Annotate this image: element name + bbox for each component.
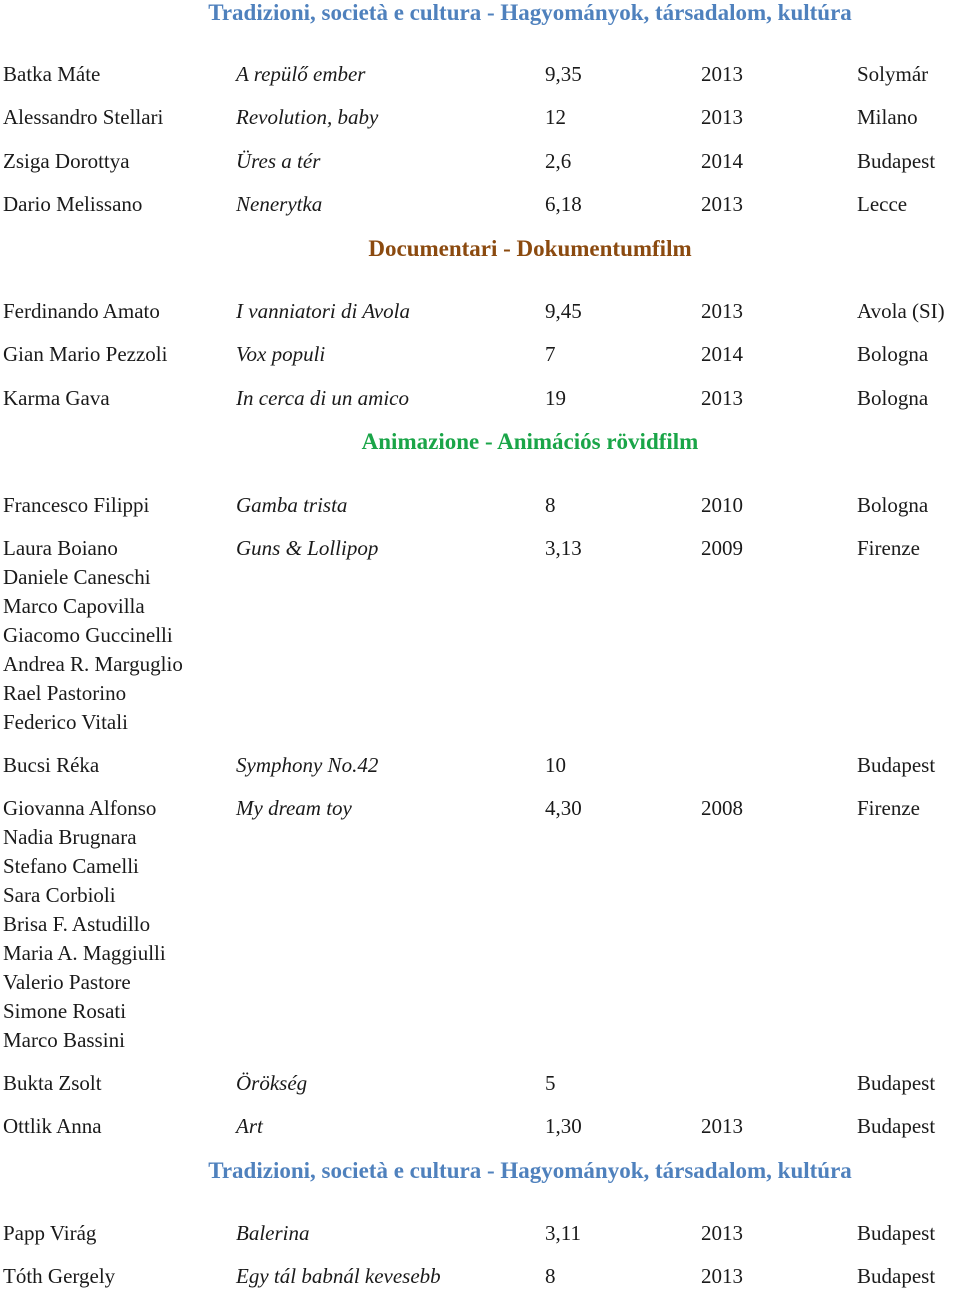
year: 2013 <box>701 299 743 323</box>
year: 2014 <box>701 342 743 366</box>
author-name: Tóth Gergely <box>3 1264 116 1288</box>
city: Budapest <box>857 1264 936 1288</box>
year: 2013 <box>701 105 743 129</box>
duration: 9,35 <box>545 62 582 86</box>
author-name: Simone Rosati <box>3 999 127 1023</box>
author-name: Nadia Brugnara <box>3 825 137 849</box>
duration: 8 <box>545 493 556 517</box>
film-title: Guns & Lollipop <box>236 536 379 560</box>
author-name: Zsiga Dorottya <box>3 149 130 173</box>
film-title: Nenerytka <box>236 192 323 216</box>
city: Avola (SI) <box>857 299 945 323</box>
section-heading: Animazione - Animációs rövidfilm <box>361 429 699 454</box>
duration: 3,13 <box>545 536 582 560</box>
table-row <box>0 297 960 327</box>
author-name: Alessandro Stellari <box>3 105 164 129</box>
author-name: Francesco Filippi <box>3 493 150 517</box>
film-title: Egy tál babnál kevesebb <box>236 1264 441 1288</box>
year: 2009 <box>701 536 743 560</box>
table-row <box>0 794 960 1056</box>
author-name: Giacomo Guccinelli <box>3 623 173 647</box>
author-name: Daniele Caneschi <box>3 565 151 589</box>
duration: 6,18 <box>545 192 582 216</box>
city: Bologna <box>857 342 929 366</box>
author-name: Bucsi Réka <box>3 753 100 777</box>
author-name: Andrea R. Marguglio <box>3 652 183 676</box>
year: 2013 <box>701 386 743 410</box>
city: Bologna <box>857 386 929 410</box>
author-name: Laura Boiano <box>3 536 118 560</box>
author-name: Gian Mario Pezzoli <box>3 342 168 366</box>
author-name: Rael Pastorino <box>3 681 127 705</box>
film-title: Gamba trista <box>236 493 348 517</box>
city: Firenze <box>857 796 920 820</box>
author-name: Dario Melissano <box>3 192 143 216</box>
duration: 19 <box>545 386 566 410</box>
table-row <box>0 1262 960 1292</box>
table-row <box>0 751 960 781</box>
city: Milano <box>857 105 918 129</box>
film-title: Symphony No.42 <box>236 753 379 777</box>
table-row <box>0 491 960 521</box>
table-row <box>0 384 960 414</box>
city: Budapest <box>857 149 936 173</box>
duration: 9,45 <box>545 299 582 323</box>
film-title: Vox populi <box>236 342 326 366</box>
duration: 10 <box>545 753 566 777</box>
table-row <box>0 147 960 177</box>
table-row <box>0 1112 960 1142</box>
table-row <box>0 190 960 220</box>
film-title: Örökség <box>236 1071 308 1095</box>
author-names <box>3 534 183 737</box>
author-name: Papp Virág <box>3 1221 97 1245</box>
author-name: Brisa F. Astudillo <box>3 912 151 936</box>
author-names <box>3 794 166 1055</box>
author-name: Batka Máte <box>3 62 101 86</box>
year: 2013 <box>701 1221 743 1245</box>
duration: 5 <box>545 1071 556 1095</box>
author-name: Maria A. Maggiulli <box>3 941 166 965</box>
author-name: Valerio Pastore <box>3 970 131 994</box>
year: 2008 <box>701 796 743 820</box>
city: Budapest <box>857 1071 936 1095</box>
city: Budapest <box>857 753 936 777</box>
author-name: Stefano Camelli <box>3 854 139 878</box>
film-title: My dream toy <box>236 796 352 820</box>
duration: 2,6 <box>545 149 572 173</box>
film-title: Art <box>236 1114 263 1138</box>
film-title: Revolution, baby <box>236 105 379 129</box>
year: 2013 <box>701 1114 743 1138</box>
year: 2013 <box>701 62 743 86</box>
film-title: Üres a tér <box>236 149 321 173</box>
table-row <box>0 1219 960 1249</box>
city: Lecce <box>857 192 908 216</box>
film-title: Balerina <box>236 1221 310 1245</box>
duration: 1,30 <box>545 1114 582 1138</box>
author-name: Karma Gava <box>3 386 110 410</box>
duration: 3,11 <box>545 1221 581 1245</box>
author-name: Ottlik Anna <box>3 1114 102 1138</box>
table-row <box>0 1069 960 1099</box>
duration: 4,30 <box>545 796 582 820</box>
duration: 7 <box>545 342 556 366</box>
city: Budapest <box>857 1221 936 1245</box>
city: Firenze <box>857 536 920 560</box>
year: 2013 <box>701 1264 743 1288</box>
author-name: Marco Capovilla <box>3 594 145 618</box>
film-title: I vanniatori di Avola <box>236 299 411 323</box>
author-name: Federico Vitali <box>3 710 128 734</box>
section-heading: Tradizioni, società e cultura - Hagyományok, társadalom, kultúra <box>208 1158 852 1183</box>
duration: 8 <box>545 1264 556 1288</box>
city: Bologna <box>857 493 929 517</box>
author-name: Giovanna Alfonso <box>3 796 157 820</box>
author-name: Sara Corbioli <box>3 883 116 907</box>
film-title: In cerca di un amico <box>236 386 410 410</box>
duration: 12 <box>545 105 566 129</box>
table-row <box>0 103 960 133</box>
table-row <box>0 60 960 90</box>
table-row <box>0 534 960 739</box>
city: Budapest <box>857 1114 936 1138</box>
city: Solymár <box>857 62 929 86</box>
film-title: A repülő ember <box>236 62 366 86</box>
table-row <box>0 340 960 370</box>
author-name: Bukta Zsolt <box>3 1071 102 1095</box>
section-heading: Documentari - Dokumentumfilm <box>368 236 692 261</box>
year: 2010 <box>701 493 743 517</box>
year: 2013 <box>701 192 743 216</box>
year: 2014 <box>701 149 743 173</box>
author-name: Marco Bassini <box>3 1028 125 1052</box>
author-name: Ferdinando Amato <box>3 299 160 323</box>
section-heading: Tradizioni, società e cultura - Hagyományok, társadalom, kultúra <box>208 0 852 25</box>
